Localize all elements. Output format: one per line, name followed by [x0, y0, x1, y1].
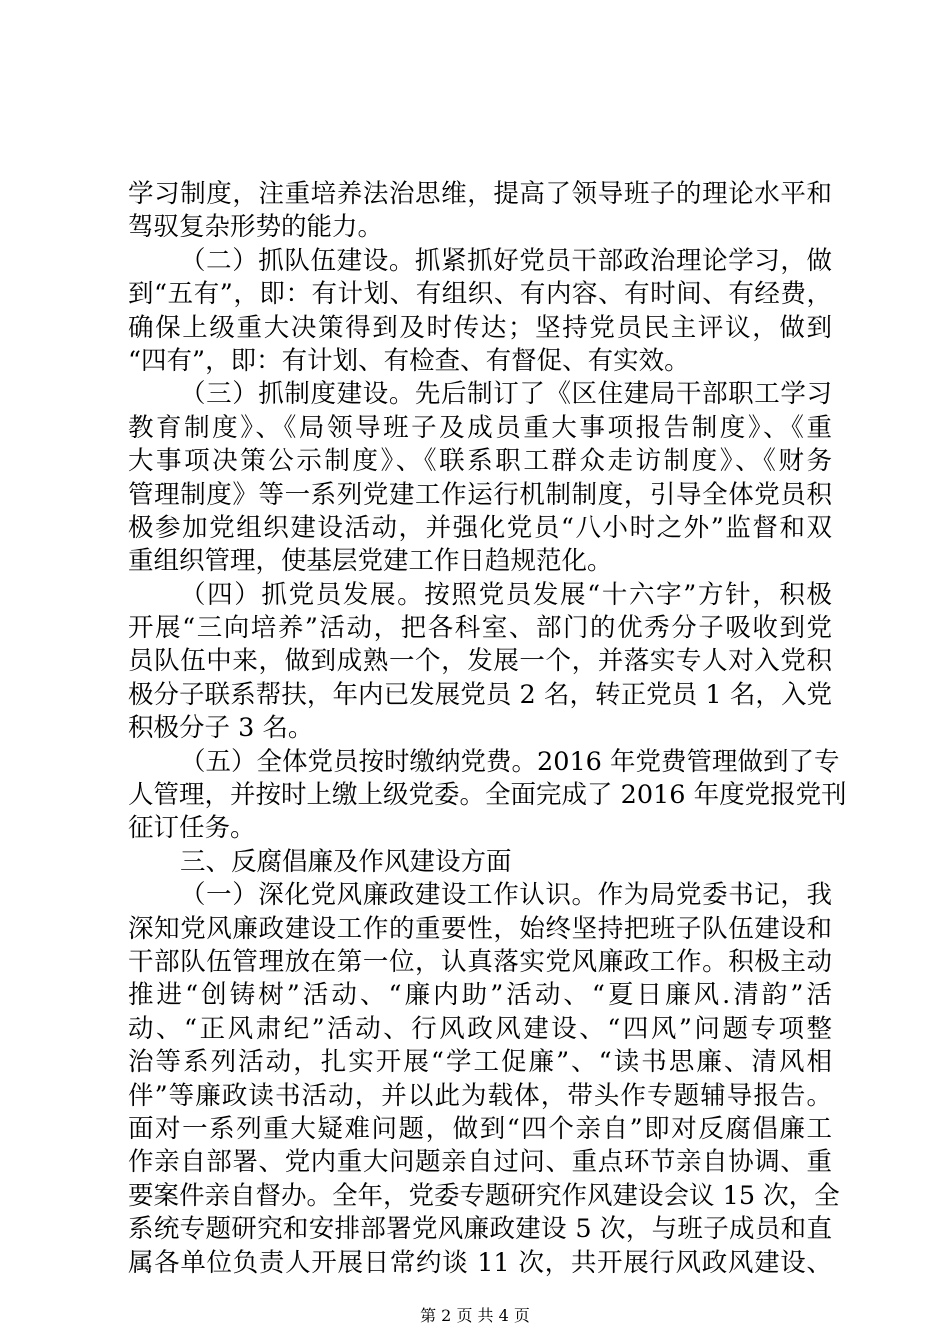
text-line: （二）抓队伍建设。抓紧抓好党员干部政治理论学习，做 [180, 245, 832, 276]
text-line: 极分子联系帮扶，年内已发展党员 2 名，转正党员 1 名，入党 [128, 679, 832, 710]
text-line: 征订任务。 [128, 813, 256, 844]
text-line: 系统专题研究和安排部署党风廉政建设 5 次，与班子成员和直 [128, 1214, 832, 1245]
text-line: 确保上级重大决策得到及时传达；坚持党员民主评议，做到 [128, 312, 832, 343]
text-line: 深知党风廉政建设工作的重要性，始终坚持把班子队伍建设和 [128, 913, 832, 944]
text-line: 干部队伍管理放在第一位，认真落实党风廉政工作。积极主动 [128, 946, 832, 977]
text-line: 治等系列活动，扎实开展“学工促廉”、“读书思廉、清风相 [128, 1047, 832, 1078]
page-number-label: 第 2 页 共 4 页 [420, 1306, 530, 1325]
text-line: 面对一系列重大疑难问题，做到“四个亲自”即对反腐倡廉工 [128, 1113, 832, 1144]
text-line: 推进“创铸树”活动、“廉内助”活动、“夏日廉风.清韵”活 [128, 980, 832, 1011]
text-line: 要案件亲自督办。全年，党委专题研究作风建设会议 15 次，全 [128, 1180, 840, 1211]
page-footer [0, 1306, 950, 1326]
text-line: （五）全体党员按时缴纳党费。2016 年党费管理做到了专 [180, 746, 840, 777]
text-line: （四）抓党员发展。按照党员发展“十六字”方针，积极 [180, 579, 832, 610]
text-line: 到“五有”，即：有计划、有组织、有内容、有时间、有经费， [128, 279, 832, 310]
text-line: 动、“正风肃纪”活动、行风政风建设、“四风”问题专项整 [128, 1013, 832, 1044]
text-line: 学习制度，注重培养法治思维，提高了领导班子的理论水平和 [128, 179, 832, 209]
text-line: 员队伍中来，做到成熟一个，发展一个，并落实专人对入党积 [128, 646, 832, 677]
document-body [128, 178, 847, 1280]
text-line: 积极分子 3 名。 [128, 713, 314, 744]
text-line: （三）抓制度建设。先后制订了《区住建局干部职工学习 [180, 379, 832, 410]
text-line: 作亲自部署、党内重大问题亲自过问、重点环节亲自协调、重 [128, 1147, 832, 1178]
text-line: 极参加党组织建设活动，并强化党员“八小时之外”监督和双 [128, 512, 832, 543]
text-line: 伴”等廉政读书活动，并以此为载体，带头作专题辅导报告。 [128, 1080, 832, 1111]
text-line: 教育制度》、《局领导班子及成员重大事项报告制度》、《重 [128, 412, 832, 443]
text-line: （一）深化党风廉政建设工作认识。作为局党委书记，我 [180, 880, 832, 911]
text-line: 重组织管理，使基层党建工作日趋规范化。 [128, 546, 613, 577]
text-line: 三、反腐倡廉及作风建设方面 [180, 846, 512, 877]
text-line: 开展“三向培养”活动，把各科室、部门的优秀分子吸收到党 [128, 613, 832, 644]
text-line: “四有”，即：有计划、有检查、有督促、有实效。 [128, 345, 690, 376]
text-line: 人管理，并按时上缴上级党委。全面完成了 2016 年度党报党刊 [128, 780, 847, 811]
text-line: 管理制度》等一系列党建工作运行机制制度，引导全体党员积 [128, 479, 832, 510]
text-line: 驾驭复杂形势的能力。 [128, 212, 384, 243]
text-line: 大事项决策公示制度》、《联系职工群众走访制度》、《财务 [128, 446, 832, 477]
text-line: 属各单位负责人开展日常约谈 11 次，共开展行风政风建设、 [128, 1247, 832, 1278]
